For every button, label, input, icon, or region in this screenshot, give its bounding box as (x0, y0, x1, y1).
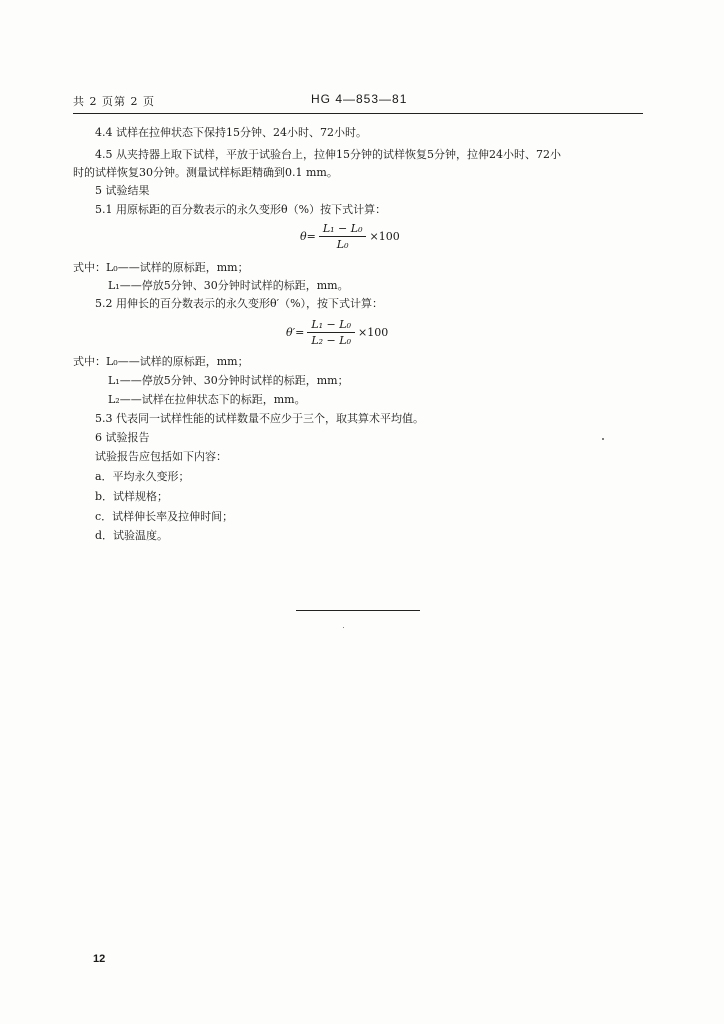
report-item-b: b．试样规格； (95, 490, 169, 503)
header-rule (73, 113, 643, 114)
clause-4-5-line2: 时的试样恢复30分钟。测量试样标距精确到0.1 mm。 (73, 166, 338, 179)
scan-speck (602, 438, 604, 440)
where-lead: 式中： (73, 355, 106, 368)
clause-4-4: 4.4 试样在拉伸状态下保持15分钟、24小时、72小时。 (95, 126, 367, 139)
formula-theta (300, 222, 400, 251)
scan-speck (343, 627, 344, 628)
where-block-2-L2: L₂——试样在拉伸状态下的标距，mm。 (108, 393, 306, 406)
report-item-a: a．平均永久变形； (95, 470, 190, 483)
end-of-document-rule (296, 610, 420, 611)
formula-theta-prime-fraction (307, 318, 355, 347)
clause-5-1: 5.1 用原标距的百分数表示的永久变形θ（%）按下式计算： (95, 203, 387, 216)
page-number: 12 (93, 953, 106, 965)
formula-theta-lhs: θ= (300, 230, 316, 243)
formula-theta-prime (286, 318, 388, 347)
where-L0-text: L₀——试样的原标距，mm； (106, 355, 249, 368)
formula-theta-prime-denominator: L₂ − L₀ (311, 334, 351, 347)
page-info: 共 2 页第 2 页 (73, 95, 155, 108)
where-block-1-L1: L₁——停放5分钟、30分钟时试样的标距，mm。 (108, 279, 349, 292)
where-block-2-L1: L₁——停放5分钟、30分钟时试样的标距，mm； (108, 374, 349, 387)
where-lead: 式中： (73, 261, 106, 274)
section-6-heading: 6 试验报告 (95, 431, 150, 444)
report-intro: 试验报告应包括如下内容： (95, 450, 227, 463)
formula-theta-prime-multiplier: ×100 (357, 326, 389, 339)
page-header (73, 93, 643, 113)
clause-4-5-line1: 4.5 从夹持器上取下试样，平放于试验台上，拉伸15分钟的试样恢复5分钟，拉伸24小时、72小 (95, 148, 561, 161)
formula-theta-prime-numerator: L₁ − L₀ (307, 318, 355, 333)
formula-theta-multiplier: ×100 (369, 230, 400, 243)
report-item-c: c．试样伸长率及拉伸时间； (95, 510, 234, 523)
section-5-heading: 5 试验结果 (95, 184, 150, 197)
formula-theta-prime-lhs: θ′= (286, 326, 305, 339)
clause-5-2: 5.2 用伸长的百分数表示的永久变形θ′（%），按下式计算： (95, 297, 384, 310)
clause-5-3: 5.3 代表同一试样性能的试样数量不应少于三个，取其算术平均值。 (95, 412, 424, 425)
where-block-1-L0 (73, 261, 249, 275)
standard-code: HG 4—853—81 (311, 92, 408, 106)
formula-theta-denominator: L₀ (336, 238, 349, 251)
formula-theta-numerator: L₁ − L₀ (319, 222, 367, 237)
report-item-d: d．试验温度。 (95, 529, 169, 542)
where-L0-text: L₀——试样的原标距，mm； (106, 261, 249, 274)
where-block-2-L0 (73, 355, 249, 369)
formula-theta-fraction (319, 222, 367, 251)
